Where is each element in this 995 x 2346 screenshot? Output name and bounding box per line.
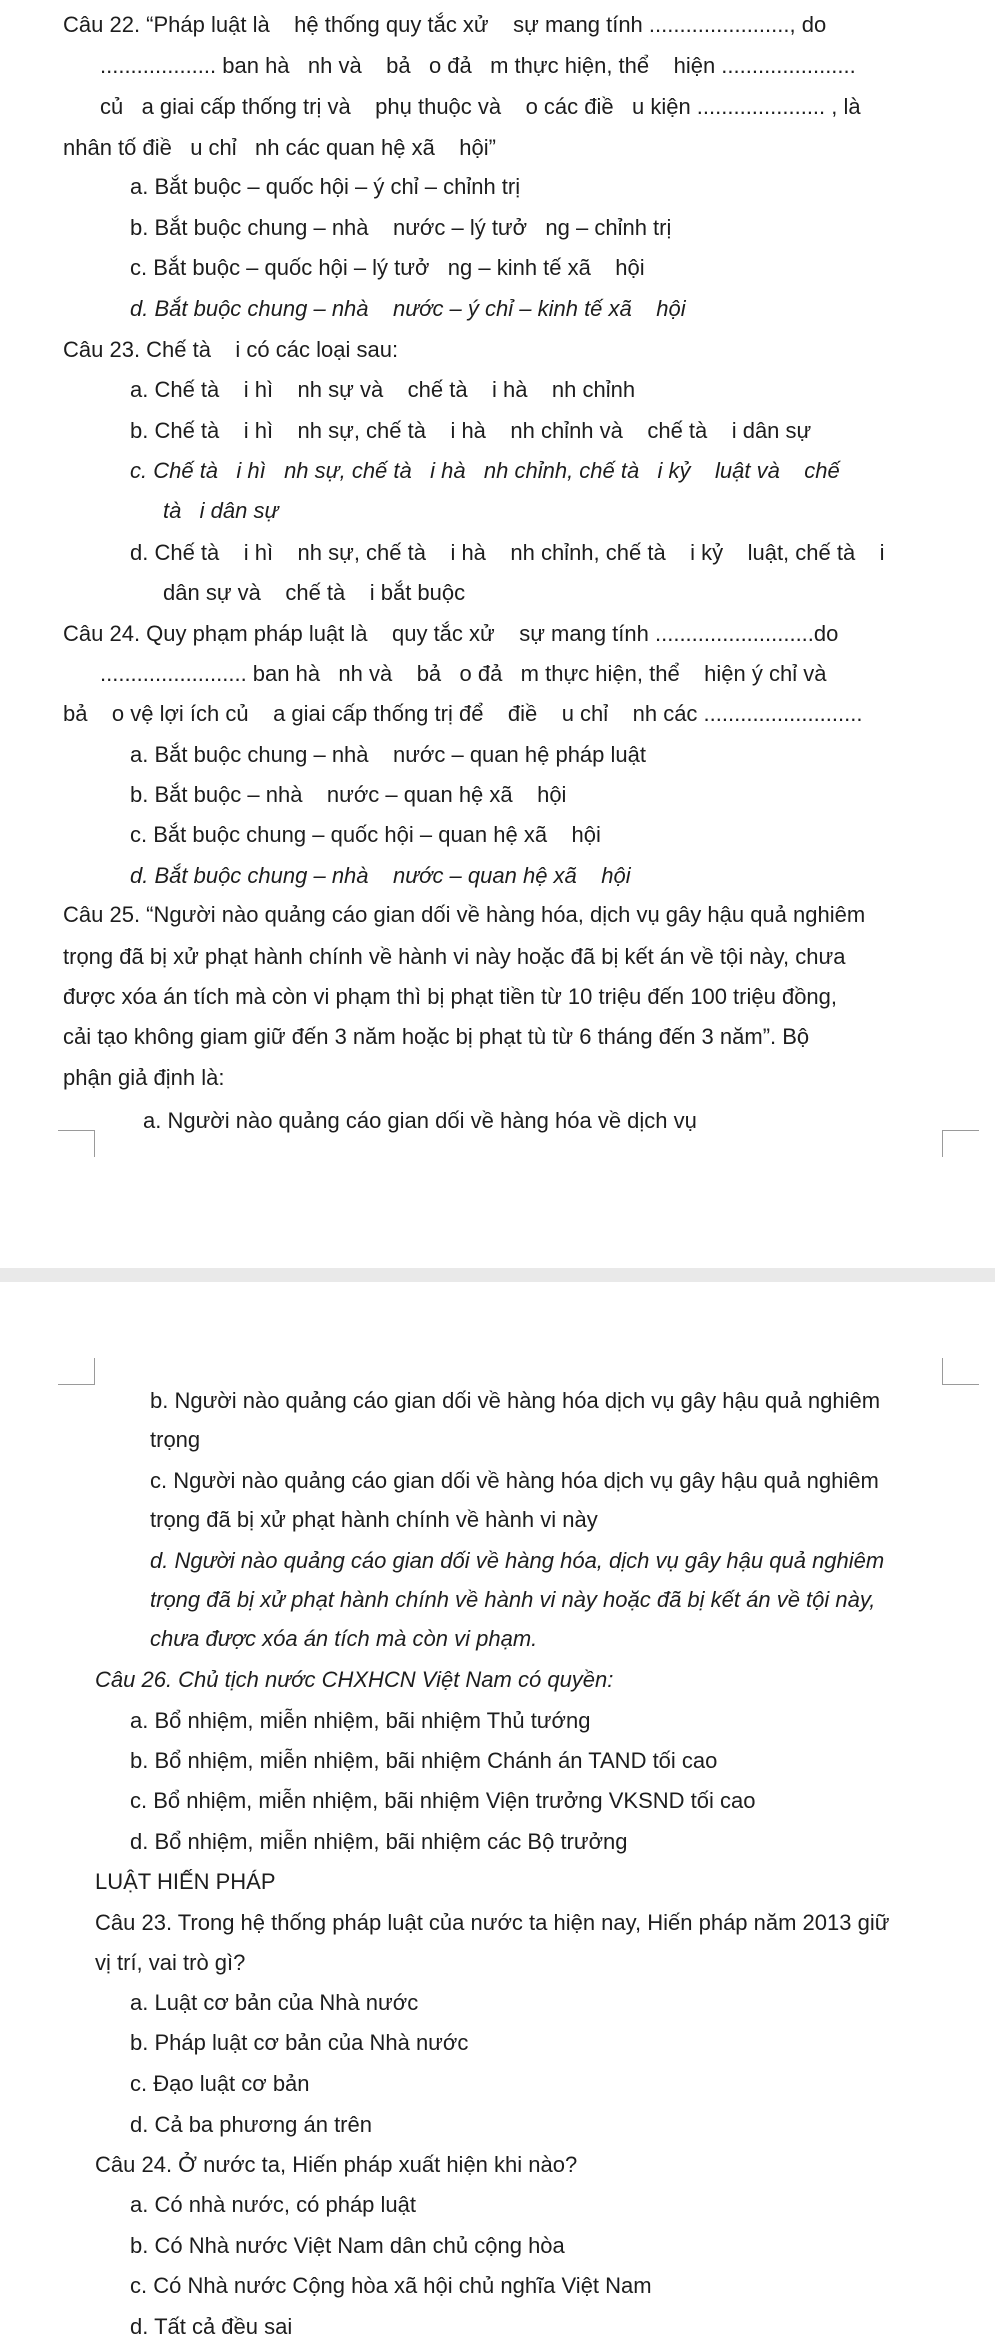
answer-option: trọng (150, 1427, 201, 1452)
answer-option: a. Người nào quảng cáo gian dối về hàng hóa về dịch vụ (143, 1108, 697, 1133)
answer-option-correct: trọng đã bị xử phạt hành chính về hành vi này hoặc đã bị kết án về tội này, (150, 1587, 876, 1612)
answer-option: a. Bắt buộc – quốc hội – ý chỉ – chỉnh trị (130, 174, 521, 199)
question-22-line: ................... ban hà nh và bả o đả m thực hiện, thể hiện ...................... (100, 53, 856, 78)
answer-option: c. Người nào quảng cáo gian dối về hàng hóa dịch vụ gây hậu quả nghiêm (150, 1468, 879, 1493)
question-25-line: trọng đã bị xử phạt hành chính về hành vi này hoặc đã bị kết án về tội này, chưa (63, 944, 846, 969)
question-heading: Câu 24. Ở nước ta, Hiến pháp xuất hiện khi nào? (95, 2152, 578, 2177)
answer-option: d. Cả ba phương án trên (130, 2112, 372, 2137)
answer-option: c. Bắt buộc chung – quốc hội – quan hệ xã hội (130, 822, 601, 847)
question-heading: Câu 23. Chế tà i có các loại sau: (63, 337, 399, 362)
answer-option: c. Có Nhà nước Cộng hòa xã hội chủ nghĩa Việt Nam (130, 2273, 652, 2298)
question-24-line: bả o vệ lợi ích củ a giai cấp thống trị để điề u chỉ nh các .......................... (63, 701, 863, 726)
answer-option: a. Bổ nhiệm, miễn nhiệm, bãi nhiệm Thủ tướng (130, 1708, 591, 1733)
answer-option: a. Luật cơ bản của Nhà nước (130, 1990, 419, 2015)
answer-option: b. Có Nhà nước Việt Nam dân chủ cộng hòa (130, 2233, 565, 2258)
answer-option-correct: tà i dân sự (163, 498, 279, 523)
answer-option: c. Đạo luật cơ bản (130, 2071, 310, 2096)
answer-option-correct: d. Bắt buộc chung – nhà nước – quan hệ xã hội (130, 863, 631, 888)
question-25-line: phận giả định là: (63, 1065, 225, 1090)
answer-option: dân sự và chế tà i bắt buộc (163, 580, 466, 605)
question-24-line: Câu 24. Quy phạm pháp luật là quy tắc xử sự mang tính ..........................do (63, 621, 839, 646)
answer-option: b. Bổ nhiệm, miễn nhiệm, bãi nhiệm Chánh án TAND tối cao (130, 1748, 718, 1773)
page-corner-mark (58, 1130, 95, 1157)
question-22-line: Câu 22. “Pháp luật là hệ thống quy tắc xử sự mang tính ......................., do (63, 12, 827, 37)
page-corner-mark (942, 1130, 979, 1157)
answer-option: c. Bổ nhiệm, miễn nhiệm, bãi nhiệm Viện trưởng VKSND tối cao (130, 1788, 756, 1813)
answer-option: a. Bắt buộc chung – nhà nước – quan hệ pháp luật (130, 742, 646, 767)
answer-option: d. Bổ nhiệm, miễn nhiệm, bãi nhiệm các Bộ trưởng (130, 1829, 628, 1854)
answer-option-correct: d. Người nào quảng cáo gian dối về hàng hóa, dịch vụ gây hậu quả nghiêm (150, 1548, 885, 1573)
question-22-line: củ a giai cấp thống trị và phụ thuộc và o các điề u kiện ..................... , là (100, 94, 861, 119)
question-heading: vị trí, vai trò gì? (95, 1950, 246, 1975)
question-22-line: nhân tố điề u chỉ nh các quan hệ xã hội” (63, 135, 496, 160)
answer-option: trọng đã bị xử phạt hành chính về hành vi này (150, 1507, 598, 1532)
question-25-line: Câu 25. “Người nào quảng cáo gian dối về hàng hóa, dịch vụ gây hậu quả nghiêm (63, 902, 866, 927)
answer-option: d. Chế tà i hì nh sự, chế tà i hà nh chỉnh, chế tà i kỷ luật, chế tà i (130, 540, 885, 565)
answer-option: b. Chế tà i hì nh sự, chế tà i hà nh chỉnh và chế tà i dân sự (130, 418, 812, 443)
question-heading: Câu 23. Trong hệ thống pháp luật của nước ta hiện nay, Hiến pháp năm 2013 giữ (95, 1910, 890, 1935)
page-corner-mark (58, 1358, 95, 1385)
answer-option: c. Bắt buộc – quốc hội – lý tưở ng – kinh tế xã hội (130, 255, 645, 280)
answer-option: a. Chế tà i hì nh sự và chế tà i hà nh chỉnh (130, 377, 636, 402)
answer-option-correct: chưa được xóa án tích mà còn vi phạm. (150, 1626, 538, 1651)
answer-option: b. Pháp luật cơ bản của Nhà nước (130, 2030, 469, 2055)
answer-option: b. Người nào quảng cáo gian dối về hàng hóa dịch vụ gây hậu quả nghiêm (150, 1388, 881, 1413)
page-corner-mark (942, 1358, 979, 1385)
answer-option-correct: c. Chế tà i hì nh sự, chế tà i hà nh chỉnh, chế tà i kỷ luật và chế (130, 458, 840, 483)
answer-option-correct: d. Bắt buộc chung – nhà nước – ý chỉ – kinh tế xã hội (130, 296, 686, 321)
question-25-line: được xóa án tích mà còn vi phạm thì bị phạt tiền từ 10 triệu đến 100 triệu đồng, (63, 984, 838, 1009)
question-heading: Câu 26. Chủ tịch nước CHXHCN Việt Nam có quyền: (95, 1667, 614, 1692)
answer-option: b. Bắt buộc – nhà nước – quan hệ xã hội (130, 782, 567, 807)
answer-option: a. Có nhà nước, có pháp luật (130, 2192, 416, 2217)
question-25-line: cải tạo không giam giữ đến 3 năm hoặc bị phạt tù từ 6 tháng đến 3 năm”. Bộ (63, 1024, 810, 1049)
answer-option: b. Bắt buộc chung – nhà nước – lý tưở ng – chỉnh trị (130, 215, 672, 240)
section-heading: LUẬT HIẾN PHÁP (95, 1869, 276, 1894)
page-separator (0, 1268, 995, 1282)
question-24-line: ........................ ban hà nh và bả o đả m thực hiện, thể hiện ý chỉ và (100, 661, 827, 686)
answer-option: d. Tất cả đều sai (130, 2314, 293, 2339)
